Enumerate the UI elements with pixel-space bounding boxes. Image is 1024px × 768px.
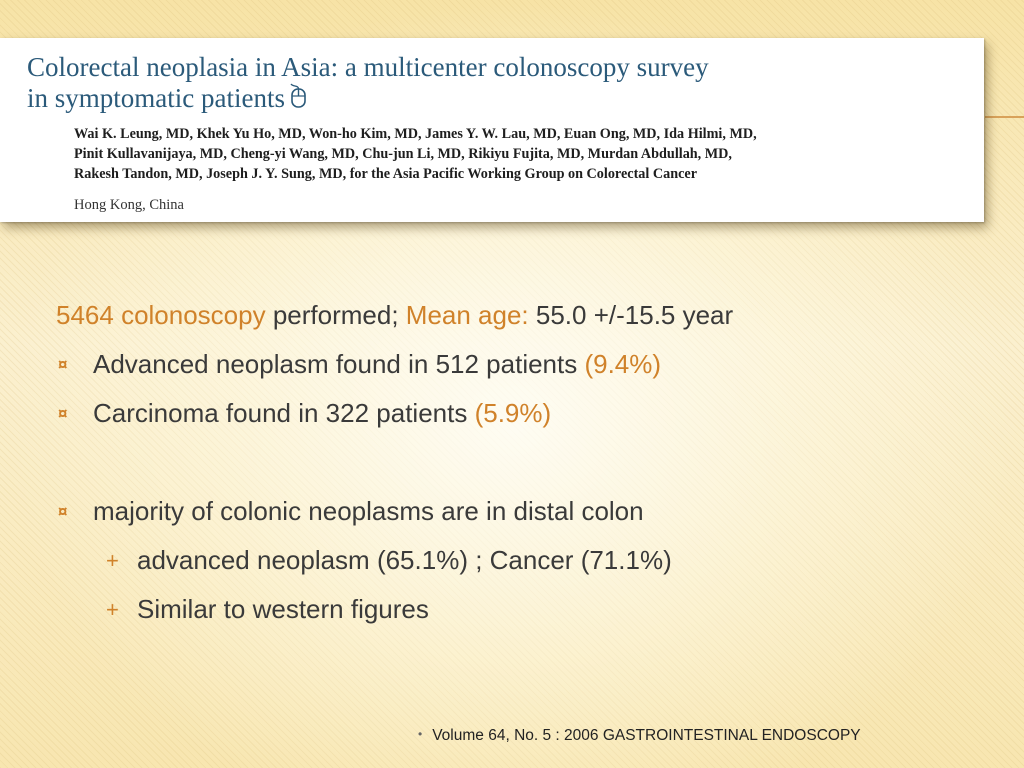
sub-bullet-icon: +: [106, 548, 119, 573]
bullet-icon: ¤: [58, 355, 68, 374]
performed-text: performed;: [265, 300, 406, 330]
bullet-text: majority of colonic neoplasms are in distal colon: [93, 496, 644, 526]
sub-bullet-percentages: advanced neoplasm (65.1%) ; Cancer (71.1%): [137, 545, 672, 575]
bullet-icon: ¤: [58, 502, 68, 521]
bullet-highlight: (9.4%): [584, 349, 662, 379]
bullet-highlight: (5.9%): [474, 398, 552, 428]
bullet-advanced-neoplasm: [93, 349, 661, 379]
mean-age-label: Mean age:: [405, 300, 529, 330]
footer-citation-text: Volume 64, No. 5 : 2006 GASTROINTESTINAL ENDOSCOPY: [432, 727, 861, 744]
footer-bullet: •: [418, 727, 423, 741]
sub-bullet-western: Similar to western figures: [137, 594, 429, 624]
article-title-line-1: Colorectal neoplasia in Asia: a multicenter colonoscopy survey: [27, 52, 709, 82]
article-affiliation: Hong Kong, China: [74, 197, 184, 213]
authors-line-1: Wai K. Leung, MD, Khek Yu Ho, MD, Won-ho Kim, MD, James Y. W. Lau, MD, Euan Ong, MD, Ida Hilmi, MD,: [74, 126, 757, 142]
sub-bullet-icon: +: [106, 597, 119, 622]
article-title-line-2-text: in symptomatic patients: [27, 83, 285, 113]
authors-line-2: Pinit Kullavanijaya, MD, Cheng-yi Wang, MD, Chu-jun Li, MD, Rikiyu Fujita, MD, Murdan Abdullah, MD,: [74, 146, 732, 162]
authors-line-3: Rakesh Tandon, MD, Joseph J. Y. Sung, MD, for the Asia Pacific Working Group on Colorectal Cancer: [74, 166, 697, 182]
bullet-distal-colon: [93, 496, 644, 526]
colonoscopy-count: 5464 colonoscopy: [56, 300, 266, 330]
bullet-text: Advanced neoplasm found in 512 patients: [93, 349, 585, 379]
summary-line: [56, 300, 733, 330]
citation-footer: [418, 727, 861, 745]
mean-age-value: 55.0 +/-15.5 year: [528, 300, 734, 330]
bullet-carcinoma: [93, 398, 551, 428]
bullet-icon: ¤: [58, 404, 68, 423]
bullet-text: Carcinoma found in 322 patients: [93, 398, 475, 428]
